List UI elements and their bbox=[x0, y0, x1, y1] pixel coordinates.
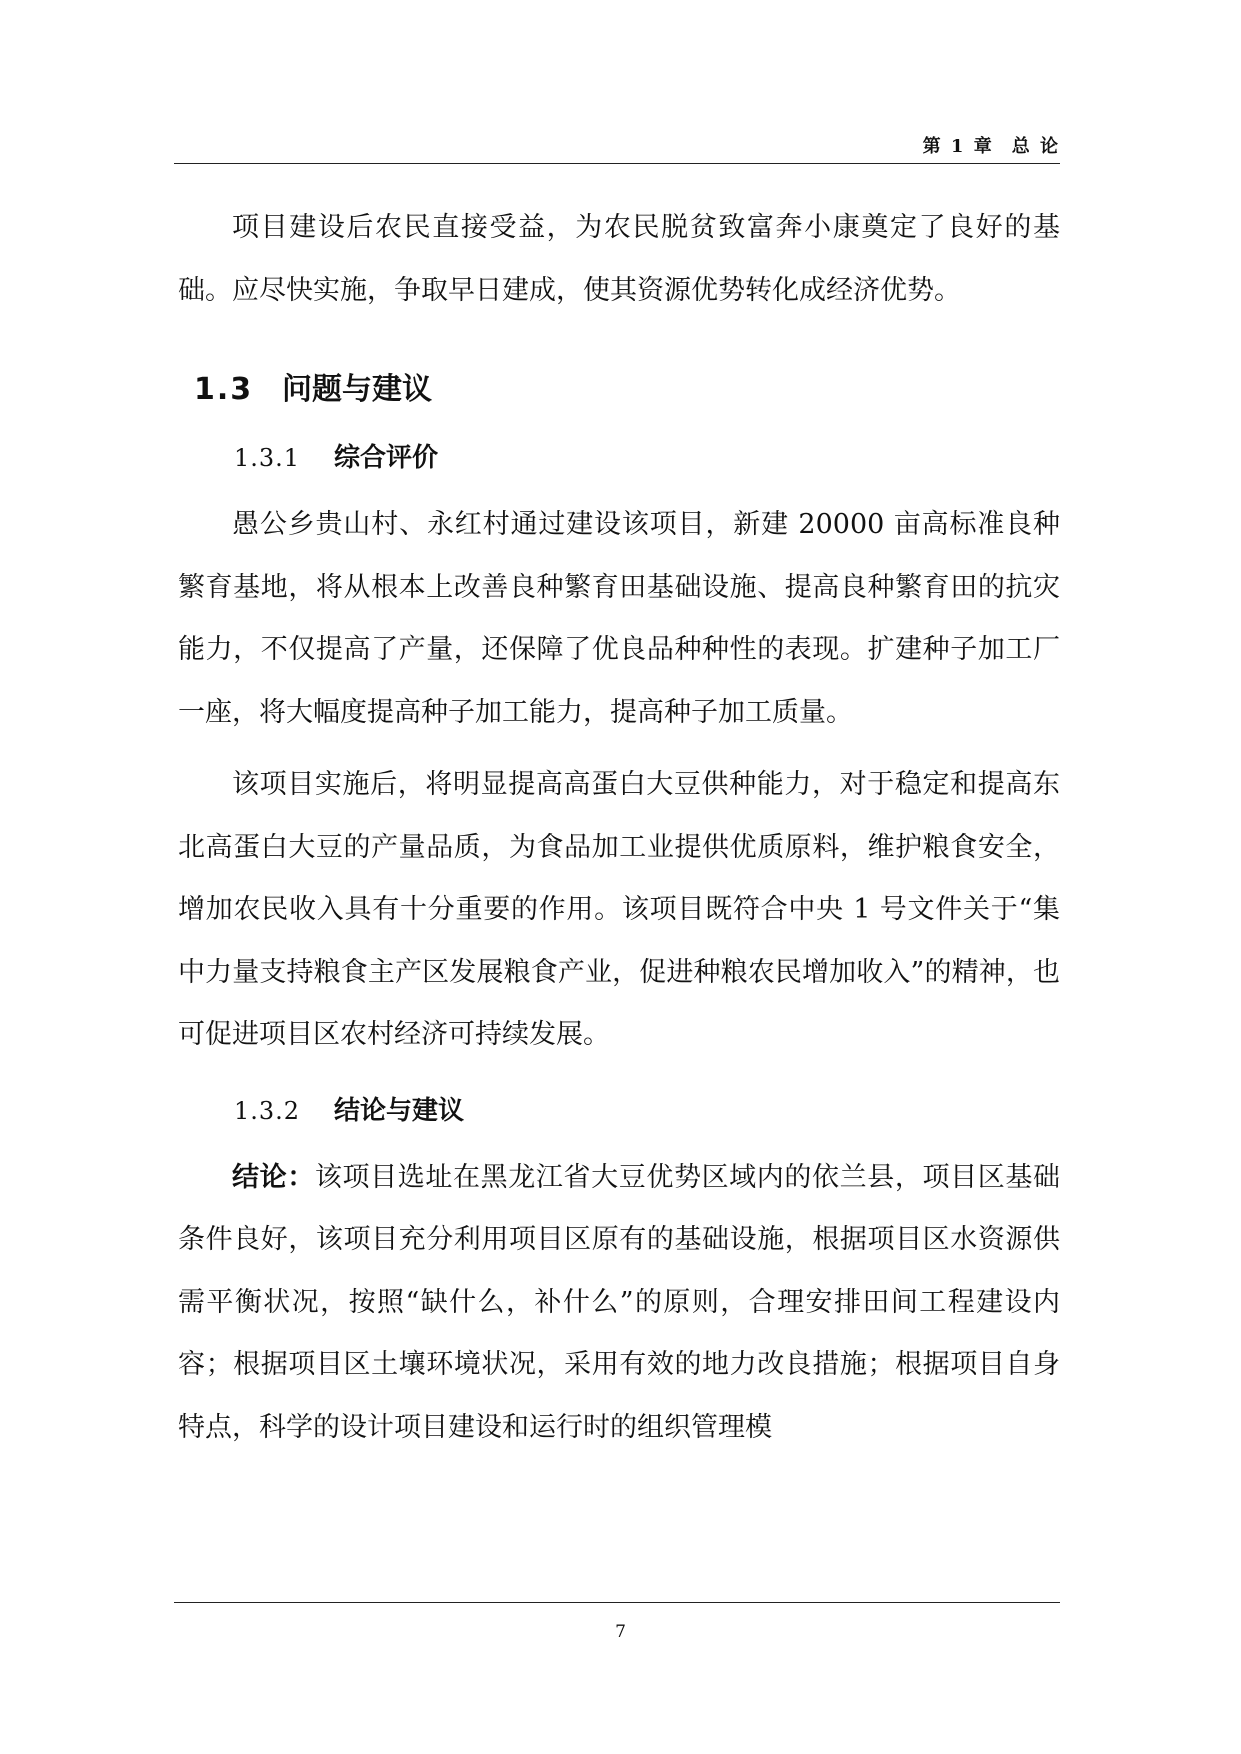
footer-rule bbox=[174, 1602, 1060, 1603]
subsection-title-1: 综合评价 bbox=[334, 443, 439, 473]
header-rule bbox=[174, 163, 1060, 164]
paragraph-conclusion bbox=[178, 1147, 1060, 1460]
subsection-heading-1 bbox=[234, 422, 1060, 494]
section-heading bbox=[194, 358, 1060, 422]
header-chapter: 第 1 章 bbox=[922, 136, 994, 157]
header-title: 总 论 bbox=[1011, 136, 1060, 157]
running-header bbox=[174, 132, 1060, 158]
section-title: 问题与建议 bbox=[282, 372, 432, 407]
page-number: 7 bbox=[615, 1622, 626, 1642]
section-number: 1.3 bbox=[194, 372, 254, 407]
conclusion-label: 结论： bbox=[232, 1161, 315, 1193]
page-body bbox=[178, 197, 1060, 1459]
paragraph-evaluation-1: 愚公乡贵山村、永红村通过建设该项目，新建 20000 亩高标准良种繁育基地，将从根本上改善良种繁育田基础设施、提高良种繁育田的抗灾能力，不仅提高了产量，还保障了优良品种种性的表现。扩建种子加工厂一座，将大幅度提高种子加工能力，提高种子加工质量。 bbox=[178, 509, 1060, 728]
subsection-heading-2 bbox=[234, 1075, 1060, 1147]
subsection-number-1: 1.3.1 bbox=[234, 444, 301, 472]
conclusion-text: 该项目选址在黑龙江省大豆优势区域内的依兰县，项目区基础条件良好，该项目充分利用项目区原有的基础设施，根据项目区水资源供需平衡状况，按照“缺什么，补什么”的原则，合理安排田间工程建设内容；根据项目区土壤环境状况，采用有效的地力改良措施；根据项目自身特点，科学的设计项目建设和运行时的组织管理模 bbox=[178, 1161, 1061, 1443]
paragraph-evaluation-2: 该项目实施后，将明显提高高蛋白大豆供种能力，对于稳定和提高东北高蛋白大豆的产量品质，为食品加工业提供优质原料，维护粮食安全，增加农民收入具有十分重要的作用。该项目既符合中央 1 号文件关于“集中力量支持粮食主产区发展粮食产业，促进种粮农民增加收入”的精神，也可促进项目区农村经济可持续发展。 bbox=[178, 769, 1060, 1050]
subsection-title-2: 结论与建议 bbox=[334, 1095, 465, 1126]
paragraph-intro: 项目建设后农民直接受益，为农民脱贫致富奔小康奠定了良好的基础。应尽快实施，争取早日建成，使其资源优势转化成经济优势。 bbox=[178, 212, 1060, 306]
subsection-number-2: 1.3.2 bbox=[234, 1096, 301, 1125]
